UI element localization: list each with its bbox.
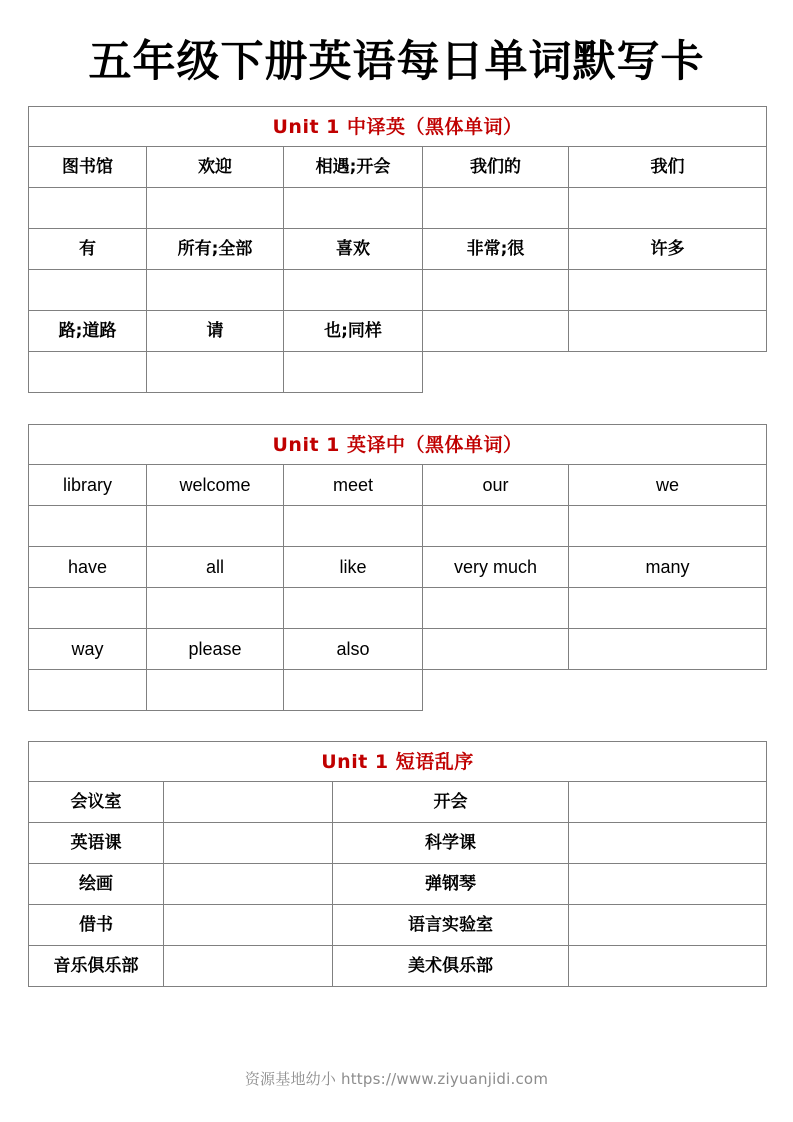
phrase-cell: 会议室 [29,782,164,823]
answer-cell[interactable] [569,864,767,905]
answer-row [29,506,767,547]
answer-cell[interactable] [423,188,569,229]
word-cell: welcome [147,465,284,506]
answer-cell[interactable] [29,588,147,629]
answer-cell[interactable] [147,270,284,311]
table-header-row [29,107,767,147]
answer-cell[interactable] [284,506,423,547]
word-cell: 喜欢 [284,229,423,270]
table-row [29,311,767,352]
page-title: 五年级下册英语每日单词默写卡 [88,37,705,87]
answer-row [29,270,767,311]
answer-row [29,352,767,393]
table-row [29,465,767,506]
table-row [29,782,767,823]
answer-cell[interactable] [569,188,767,229]
worksheet-table-phrases [28,741,767,987]
answer-cell[interactable] [147,506,284,547]
empty-spacer [423,670,569,711]
answer-cell[interactable] [423,311,569,352]
word-cell: 请 [147,311,284,352]
word-cell: 欢迎 [147,147,284,188]
word-cell: have [29,547,147,588]
phrase-cell: 语言实验室 [333,905,569,946]
table-header-row [29,425,767,465]
word-cell: all [147,547,284,588]
word-cell: also [284,629,423,670]
footer-watermark: 资源基地幼小 https://www.ziyuanjidi.com [244,1070,549,1088]
empty-spacer [569,352,767,393]
word-cell: 路;道路 [29,311,147,352]
table-row [29,905,767,946]
answer-row [29,188,767,229]
answer-cell[interactable] [29,352,147,393]
word-cell: 有 [29,229,147,270]
answer-cell[interactable] [569,588,767,629]
table-row [29,864,767,905]
table-row [29,629,767,670]
answer-cell[interactable] [284,670,423,711]
word-cell: 图书馆 [29,147,147,188]
answer-cell[interactable] [284,352,423,393]
phrase-cell: 开会 [333,782,569,823]
answer-cell[interactable] [29,670,147,711]
answer-cell[interactable] [164,782,333,823]
answer-cell[interactable] [284,270,423,311]
answer-cell[interactable] [569,823,767,864]
word-cell: library [29,465,147,506]
word-cell: way [29,629,147,670]
phrase-cell: 借书 [29,905,164,946]
answer-cell[interactable] [569,270,767,311]
word-cell: 相遇;开会 [284,147,423,188]
table-heading-cn-to-en: Unit 1 中译英（黑体单词） [29,107,767,147]
word-cell: 也;同样 [284,311,423,352]
worksheet-table-en-to-cn [28,424,767,711]
empty-spacer [423,352,569,393]
phrase-cell: 美术俱乐部 [333,946,569,987]
table-header-row [29,742,767,782]
answer-cell[interactable] [147,670,284,711]
word-cell: please [147,629,284,670]
word-cell: 我们的 [423,147,569,188]
answer-cell[interactable] [569,905,767,946]
answer-cell[interactable] [147,352,284,393]
empty-spacer [569,670,767,711]
answer-cell[interactable] [569,506,767,547]
answer-cell[interactable] [147,188,284,229]
phrase-cell: 科学课 [333,823,569,864]
answer-cell[interactable] [164,905,333,946]
word-cell: 非常;很 [423,229,569,270]
word-cell: very much [423,547,569,588]
phrase-cell: 弹钢琴 [333,864,569,905]
word-cell: 许多 [569,229,767,270]
table-heading-en-to-cn: Unit 1 英译中（黑体单词） [29,425,767,465]
answer-row [29,670,767,711]
table-heading-phrases: Unit 1 短语乱序 [29,742,767,782]
word-cell: like [284,547,423,588]
answer-cell[interactable] [29,270,147,311]
answer-cell[interactable] [569,629,767,670]
answer-row [29,588,767,629]
table-row [29,547,767,588]
answer-cell[interactable] [164,823,333,864]
answer-cell[interactable] [29,188,147,229]
phrase-cell: 绘画 [29,864,164,905]
answer-cell[interactable] [423,506,569,547]
word-cell: 我们 [569,147,767,188]
worksheet-table-cn-to-en [28,106,767,393]
answer-cell[interactable] [423,629,569,670]
answer-cell[interactable] [423,588,569,629]
table-row [29,946,767,987]
word-cell: meet [284,465,423,506]
answer-cell[interactable] [423,270,569,311]
answer-cell[interactable] [164,864,333,905]
answer-cell[interactable] [29,506,147,547]
phrase-cell: 音乐俱乐部 [29,946,164,987]
word-cell: many [569,547,767,588]
word-cell: 所有;全部 [147,229,284,270]
phrase-cell: 英语课 [29,823,164,864]
table-row [29,147,767,188]
answer-cell[interactable] [147,588,284,629]
table-row [29,229,767,270]
answer-cell[interactable] [569,782,767,823]
word-cell: we [569,465,767,506]
answer-cell[interactable] [569,311,767,352]
answer-cell[interactable] [164,946,333,987]
answer-cell[interactable] [284,188,423,229]
table-row [29,823,767,864]
answer-cell[interactable] [569,946,767,987]
answer-cell[interactable] [284,588,423,629]
word-cell: our [423,465,569,506]
